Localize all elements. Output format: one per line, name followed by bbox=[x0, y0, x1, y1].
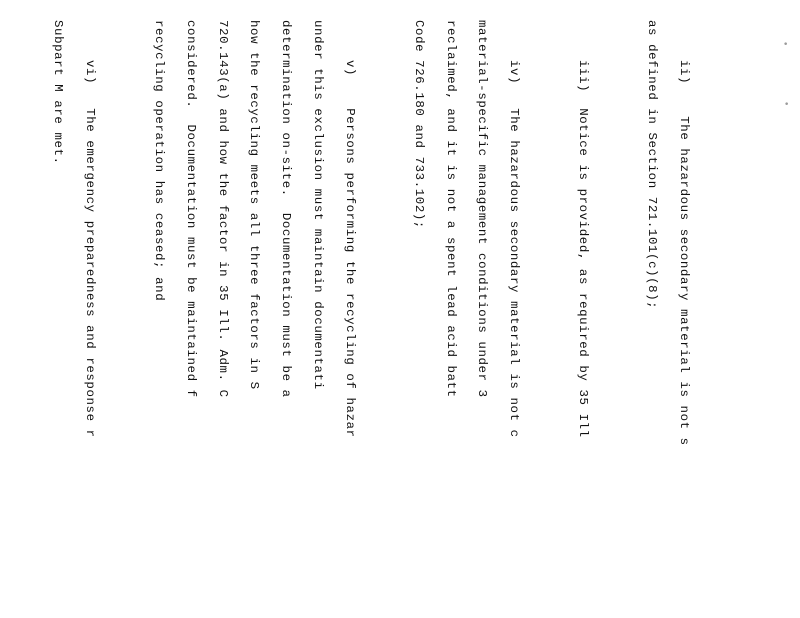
text-line: material-specific management conditions under 3 bbox=[475, 20, 490, 398]
text-line: iii) Notice is provided, as required by 35 Ill bbox=[576, 60, 591, 438]
text-line: iv) The hazardous secondary material is not c bbox=[507, 60, 522, 438]
text-line: how the recycling meets all three factors in S bbox=[247, 20, 262, 390]
text-line: vi) The emergency preparedness and response r bbox=[83, 60, 98, 438]
text-line: recycling operation has ceased; and bbox=[152, 20, 167, 302]
text-line: Code 726.180 and 733.102); bbox=[411, 20, 426, 229]
text-line: as defined in Section 721.101(c)(8); bbox=[645, 20, 660, 310]
text-line: 720.143(a) and how the factor in 35 Ill. Adm. C bbox=[215, 20, 230, 398]
text-line: under this exclusion must maintain documentati bbox=[311, 20, 325, 390]
scan-artifact-mark: • bbox=[784, 100, 790, 110]
scan-artifact-mark: • bbox=[783, 40, 789, 50]
text-line: determination on-site. Documentation must be a bbox=[279, 20, 294, 398]
text-line: reclaimed, and it is not a spent lead acid batt bbox=[443, 20, 458, 398]
text-line: ii) The hazardous secondary material is not s bbox=[676, 60, 691, 446]
text-line: considered. Documentation must be maintained f bbox=[183, 20, 198, 398]
rotated-text-block bbox=[0, 20, 710, 618]
text-line: Subpart M are met. bbox=[51, 20, 66, 165]
text-line: v) Persons performing the recycling of hazar bbox=[342, 60, 357, 438]
